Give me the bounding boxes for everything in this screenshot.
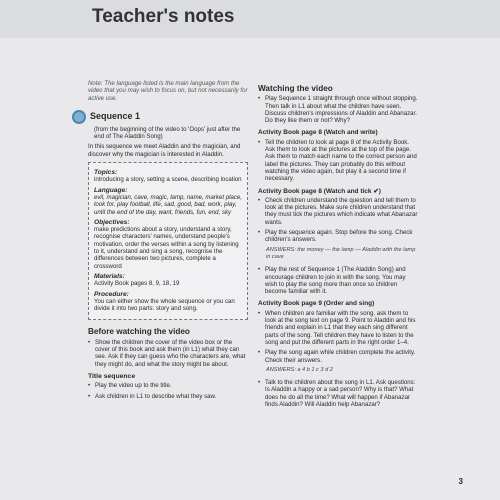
ab9-bullet-2: • Play the song again while children complete the activity. Check their answers.	[258, 349, 418, 364]
watching-heading: Watching the video	[258, 84, 333, 93]
sequence-heading	[88, 110, 248, 124]
language-heading: Language:	[94, 186, 128, 194]
materials-text: Activity Book pages 8, 9, 18, 19	[94, 280, 180, 288]
ab9-heading: Activity Book page 9 (Order and sing)	[258, 300, 375, 308]
title-sequence-bullet-1: • Play the video up to the title.	[88, 382, 248, 389]
procedure-heading: Procedure:	[94, 290, 129, 298]
watching-bullet-2: • Play the rest of Sequence 1 (The Aladdin Song) and encourage children to join in with the song. You may wish to play the song more than once so children become familiar with it.	[258, 266, 418, 295]
answers-ab8: ANSWERS: the money — the lamp — Aladdin with the lamp in cave	[266, 246, 416, 260]
language-text: evil, magician, cave, magic, lamp, name, market place, look for, play football, life, sad, good, bad, work, play, until the end of the day, want, friends, fun, end, sky	[94, 193, 243, 216]
ab8-write-bullet: • Tell the children to look at page 8 of the Activity Book. Ask them to look at the pictures at the top of the page. Ask them to match each name to the correct person and label the pictures. They can probably do this without watching the video again, but play it a second time if necessary.	[258, 139, 418, 183]
ab8-tick-bullet-1: • Check children understand the question and tell them to look at the pictures. Make sure children understand that they must tick the pictures which indicate what Abanazar wants.	[258, 197, 418, 226]
watching-bullet-3: • Talk to the children about the song in L1. Ask questions: Is Aladdin a happy or a sad person? Why is that? What does he do all the time? What will happen if Abanazar finds Aladdin? Will Aladdin help Abanazar?	[258, 379, 418, 408]
before-bullet: • Show the children the cover of the video box or the cover of this book and ask them (in L1) what they can see. Ask if they can guess who the characters are, what they might do, and what the story might be about.	[88, 339, 248, 368]
watching-bullet-1: • Play Sequence 1 straight through once without stopping. Then talk in L1 about what the children have seen. Discuss children's impressions of Aladdin and Abanazar. Do they like them or not? Why?	[258, 95, 418, 124]
video-disc-icon	[72, 110, 86, 124]
ab9-bullet-1: • When children are familiar with the song, ask them to look at the song text on page 9. Point to Aladdin and his friends and explain in L1 that they each sing different parts of the song. Tell children they have to listen to the song and put the different parts in the right order 1–4.	[258, 310, 418, 346]
ab8-tick-heading: Activity Book page 8 (Watch and tick ✔)	[258, 187, 381, 195]
sequence-title: Sequence 1	[90, 111, 141, 122]
page-title: Teacher's notes	[92, 6, 235, 27]
title-sequence-heading: Title sequence	[88, 372, 136, 380]
summary-box	[88, 162, 248, 320]
left-column	[88, 80, 248, 403]
page-number: 3	[458, 477, 463, 486]
topics-heading: Topics:	[94, 169, 118, 177]
sequence-subtitle: (from the beginning of the video to 'Oops' just after the end of The Aladdin Song)	[94, 125, 241, 141]
objectives-heading: Objectives:	[94, 218, 130, 226]
sequence-intro: In this sequence we meet Aladdin and the magician, and discover why the magician is interested in Aladdin.	[88, 143, 241, 158]
header-band	[0, 0, 500, 38]
answers-ab9: ANSWERS: a 4 b 1 c 3 d 2	[266, 366, 333, 373]
title-sequence-bullet-2: • Ask children in L1 to describe what they saw.	[88, 393, 248, 400]
language-note: Note: The language listed is the main language from the video that you may wish to focus on, but not necessarily for active use.	[88, 80, 248, 102]
ab8-tick-bullet-2: • Play the sequence again. Stop before the song. Check children's answers.	[258, 229, 418, 244]
ab8-write-heading: Activity Book page 8 (Watch and write)	[258, 129, 378, 137]
before-heading: Before watching the video	[88, 327, 190, 337]
objectives-text: make predictions about a story, understand a story, recognise characters' names, understand people's motivation, order the verses within a song by listening to it, understand and sing a song, recognise the differences between two pictures, complete a crossword	[94, 226, 239, 270]
materials-heading: Materials:	[94, 272, 125, 280]
topics-text: introducing a story, setting a scene, describing location	[94, 176, 242, 184]
procedure-text: You can either show the whole sequence or you can divide it into two parts: story and song.	[94, 297, 235, 313]
right-column	[258, 80, 418, 411]
